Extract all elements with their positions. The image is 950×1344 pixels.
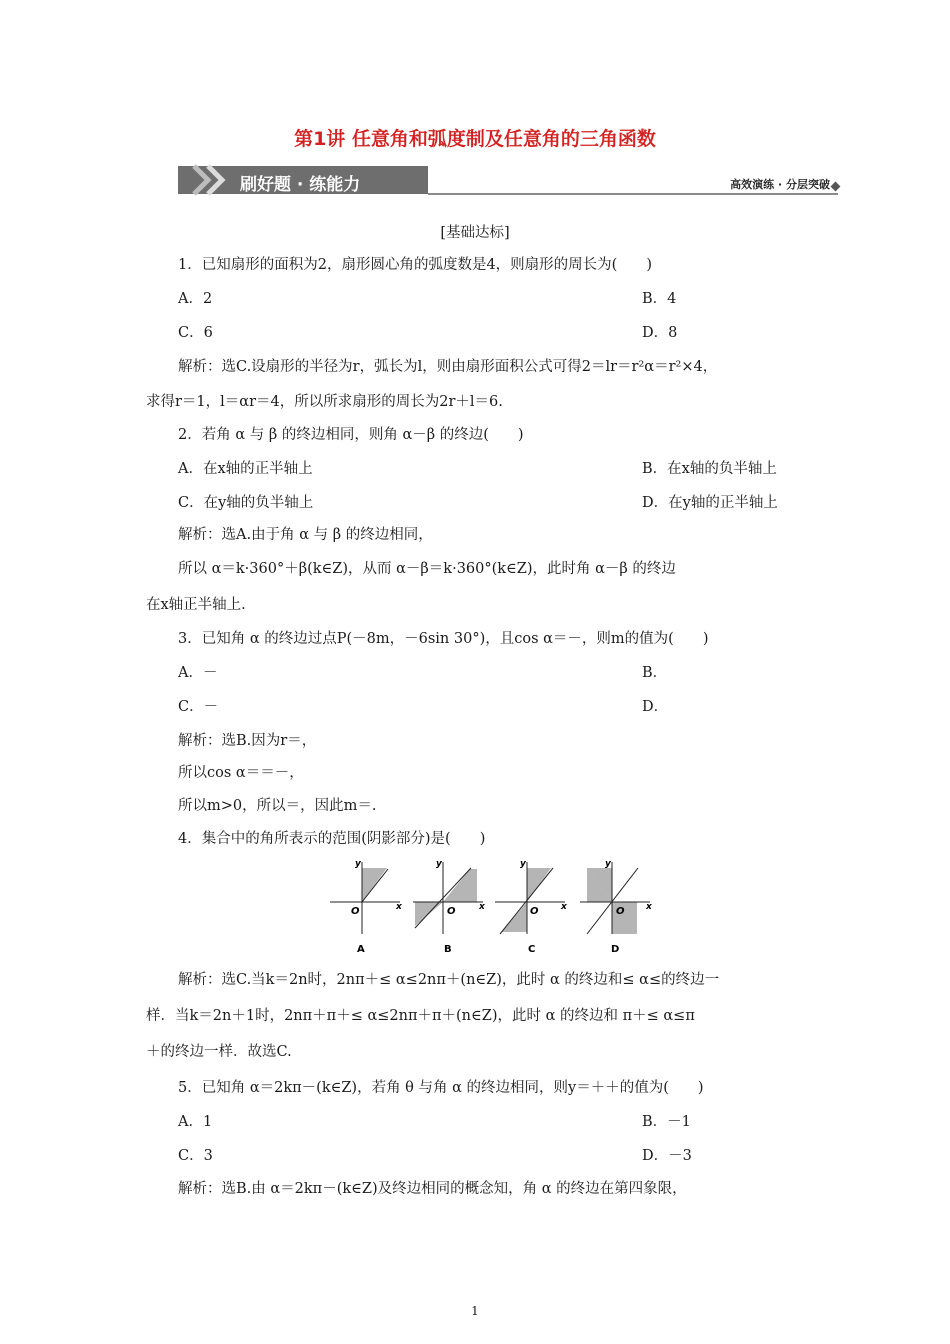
question-1: 1．已知扇形的面积为2，扇形圆心角的弧度数是4，则扇形的周长为( ) [178,257,652,273]
chevron-right-icon [190,163,240,197]
solution-2-end: 在x轴正半轴上. [146,597,246,613]
option-5d: D．－3 [642,1148,692,1164]
solution-1: 解析：选C.设扇形的半径为r，弧长为l，则由扇形面积公式可得2＝lr＝r²α＝r²×4， [178,359,718,375]
figure-b [413,859,486,955]
figure-label-b: B [444,944,452,955]
option-1c: C．6 [178,325,213,341]
solution-5: 解析：选B.由 α＝2kπ－(k∈Z)及终边相同的概念知，角 α 的终边在第四象限， [178,1181,687,1197]
option-2a: A．在x轴的正半轴上 [178,461,313,477]
axis-x-label: x [561,902,567,912]
page-number: 1 [471,1304,479,1318]
axis-y-label: y [436,859,442,869]
question-3: 3．已知角 α 的终边过点P(－8m，－6sin 30°)，且cos α＝－，则m的值为( ) [178,631,709,647]
origin-label: O [530,906,539,917]
figure-c [495,859,568,955]
axis-y-label: y [605,859,611,869]
option-2c: C．在y轴的负半轴上 [178,495,314,511]
option-5a: A．1 [178,1114,213,1130]
axis-x-label: x [646,902,652,912]
question-4: 4．集合中的角所表示的范围(阴影部分)是( ) [178,831,486,847]
solution-1-cont: 求得r＝1，l＝αr＝4，所以所求扇形的周长为2r＋l＝6. [146,394,503,410]
figure-label-c: C [528,944,536,955]
banner-divider [428,193,838,195]
option-1b: B．4 [642,291,677,307]
option-1d: D．8 [642,325,678,341]
figure-d [580,859,653,955]
option-3d: D． [642,699,669,715]
angle-region-figure [325,852,665,960]
origin-label: O [616,906,625,917]
solution-4: 解析：选C.当k＝2n时，2nπ＋≤ α≤2nπ＋(n∈Z)，此时 α 的终边和≤ α≤的终边一 [178,972,720,988]
option-3c: C．－ [178,699,219,715]
axis-x-label: x [396,902,402,912]
option-2b: B．在x轴的负半轴上 [642,461,777,477]
question-2: 2．若角 α 与 β 的终边相同，则角 α－β 的终边( ) [178,427,524,443]
figure-a [330,859,403,955]
solution-2: 解析：选A.由于角 α 与 β 的终边相同， [178,527,433,543]
solution-2-cont: 所以 α＝k·360°＋β(k∈Z)，从而 α－β＝k·360°(k∈Z)，此时角 α－β 的终边 [178,561,676,577]
origin-label: O [447,906,456,917]
banner-left-label: 刷好题 · 练能力 [240,175,361,195]
figure-label-d: D [611,944,620,955]
option-2d: D．在y轴的正半轴上 [642,495,778,511]
axis-y-label: y [520,859,526,869]
banner-right-label: 高效演练 · 分层突破 [730,178,830,191]
solution-3-end: 所以m>0，所以＝，因此m＝. [178,798,377,814]
option-3a: A．－ [178,665,218,681]
diamond-icon [831,182,841,192]
origin-label: O [351,906,360,917]
section-heading: [基础达标] [440,225,510,241]
figure-label-a: A [357,944,365,955]
solution-3: 解析：选B.因为r＝， [178,733,317,749]
axis-y-label: y [355,859,361,869]
option-3b: B． [642,665,668,681]
page-title: 第1讲 任意角和弧度制及任意角的三角函数 [294,128,656,150]
solution-4-cont: 样．当k＝2n＋1时，2nπ＋π＋≤ α≤2nπ＋π＋(n∈Z)，此时 α 的终边和 π＋≤ α≤π [146,1008,695,1024]
solution-4-end: ＋的终边一样．故选C. [146,1044,292,1060]
option-5c: C．3 [178,1148,213,1164]
solution-3-cont: 所以cos α＝＝－， [178,765,304,781]
question-5: 5．已知角 α＝2kπ－(k∈Z)，若角 θ 与角 α 的终边相同，则y＝＋＋的值为( ) [178,1080,704,1096]
option-5b: B．－1 [642,1114,691,1130]
axis-x-label: x [479,902,485,912]
option-1a: A．2 [178,291,213,307]
